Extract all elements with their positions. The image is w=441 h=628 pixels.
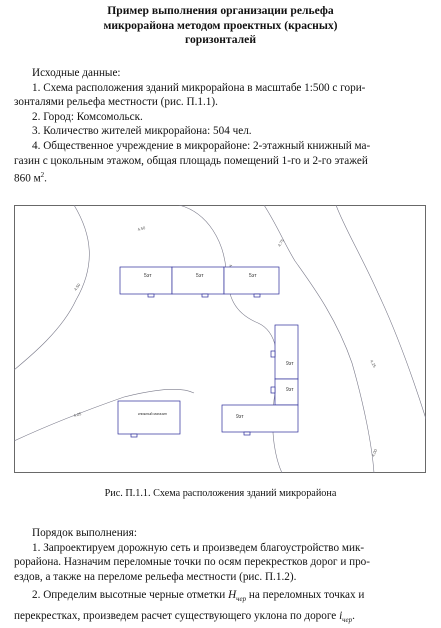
document-title bbox=[0, 4, 441, 48]
building-5-floor-3 bbox=[224, 267, 279, 294]
step-1-line-3: ездов, а также на переломе рельефа местности (рис. П.1.2). bbox=[14, 570, 297, 583]
title-line-1: Пример выполнения организации рельефа bbox=[107, 4, 334, 17]
symbol-i: i bbox=[339, 610, 343, 623]
step-2-line-2 bbox=[14, 609, 432, 628]
symbol-i-sub: чер bbox=[342, 616, 353, 625]
building-label-4: 9эт bbox=[286, 361, 294, 367]
entrance-marker bbox=[131, 434, 137, 437]
building-9-floor-1 bbox=[275, 325, 298, 379]
procedure-section bbox=[14, 526, 432, 628]
item-1-line-1: 1. Схема расположения зданий микрорайона в масштабе 1:500 с гори- bbox=[32, 81, 366, 94]
entrance-marker bbox=[271, 351, 275, 357]
title-line-2: микрорайона методом проектных (красных) bbox=[103, 18, 338, 32]
entrance-marker bbox=[148, 294, 154, 297]
item-4-line-1: 4. Общественное учреждение в микрорайоне: 2-этажный книжный ма- bbox=[32, 139, 371, 152]
bookstore-building bbox=[118, 401, 180, 434]
item-2: 2. Город: Комсомольск. bbox=[32, 110, 143, 123]
svg-text:4.25: 4.25 bbox=[72, 411, 82, 418]
scheme-frame bbox=[15, 206, 426, 473]
procedure-heading: Порядок выполнения: bbox=[32, 527, 137, 539]
building-9-floor-3 bbox=[222, 405, 298, 432]
residential-building-top-row bbox=[120, 267, 279, 297]
figure-caption: Рис. П.1.1. Схема расположения зданий микрорайона bbox=[104, 488, 337, 499]
entrance-marker bbox=[254, 294, 260, 297]
initial-data-heading: Исходные данные: bbox=[32, 67, 121, 79]
step-2-text-a: 2. Определим высотные черные отметки bbox=[32, 589, 226, 602]
item-3: 3. Количество жителей микрорайона: 504 чел. bbox=[32, 125, 252, 138]
svg-text:4.50: 4.50 bbox=[136, 225, 146, 232]
item-4-area-sup: 2 bbox=[40, 171, 45, 180]
item-4-area-end: . bbox=[44, 172, 47, 185]
building-label-6: 9эт bbox=[236, 414, 244, 420]
symbol-h-sub: чер bbox=[236, 595, 247, 604]
svg-text:4.00: 4.00 bbox=[370, 448, 379, 458]
building-label-1: 5эт bbox=[144, 273, 152, 279]
step-2-text-b: на переломных точках и bbox=[248, 589, 365, 602]
step-2-line-1 bbox=[14, 588, 432, 607]
public-building-label: книжный магазин bbox=[138, 412, 167, 416]
svg-text:4.25: 4.25 bbox=[369, 359, 378, 369]
entrance-marker bbox=[271, 387, 275, 393]
entrance-marker bbox=[244, 432, 250, 435]
public-building bbox=[118, 401, 180, 437]
item-4-area: 860 м bbox=[14, 172, 41, 185]
step-2-text-c: перекрестках, произведем расчет существующего уклона по дороге bbox=[14, 610, 337, 623]
microdistrict-scheme bbox=[14, 205, 426, 473]
item-4-line-3 bbox=[14, 168, 432, 186]
initial-data-section bbox=[14, 66, 432, 186]
step-2-text-d: . bbox=[352, 610, 355, 623]
building-5-floor-1 bbox=[120, 267, 172, 294]
building-label-2: 5эт bbox=[196, 273, 204, 279]
step-1-line-2: рорайона. Назначим переломные точки по осям перекрестков дорог и про- bbox=[14, 556, 371, 569]
item-4-line-2: газин с цокольным этажом, общая площадь помещений 1-го и 2-го этажей bbox=[14, 154, 368, 167]
building-label-3: 5эт bbox=[249, 273, 257, 279]
title-line-3: горизонталей bbox=[184, 33, 257, 46]
step-1-line-1: 1. Запроектируем дорожную сеть и произведем благоустройство мик- bbox=[32, 541, 365, 554]
svg-text:4.50: 4.50 bbox=[72, 282, 82, 292]
symbol-h: H bbox=[228, 589, 237, 602]
entrance-marker bbox=[202, 294, 208, 297]
building-label-5: 9эт bbox=[286, 387, 294, 393]
svg-text:4.75: 4.75 bbox=[276, 238, 285, 248]
building-5-floor-2 bbox=[172, 267, 224, 294]
item-1-line-2: зонталями рельефа местности (рис. П.1.1). bbox=[14, 96, 218, 109]
